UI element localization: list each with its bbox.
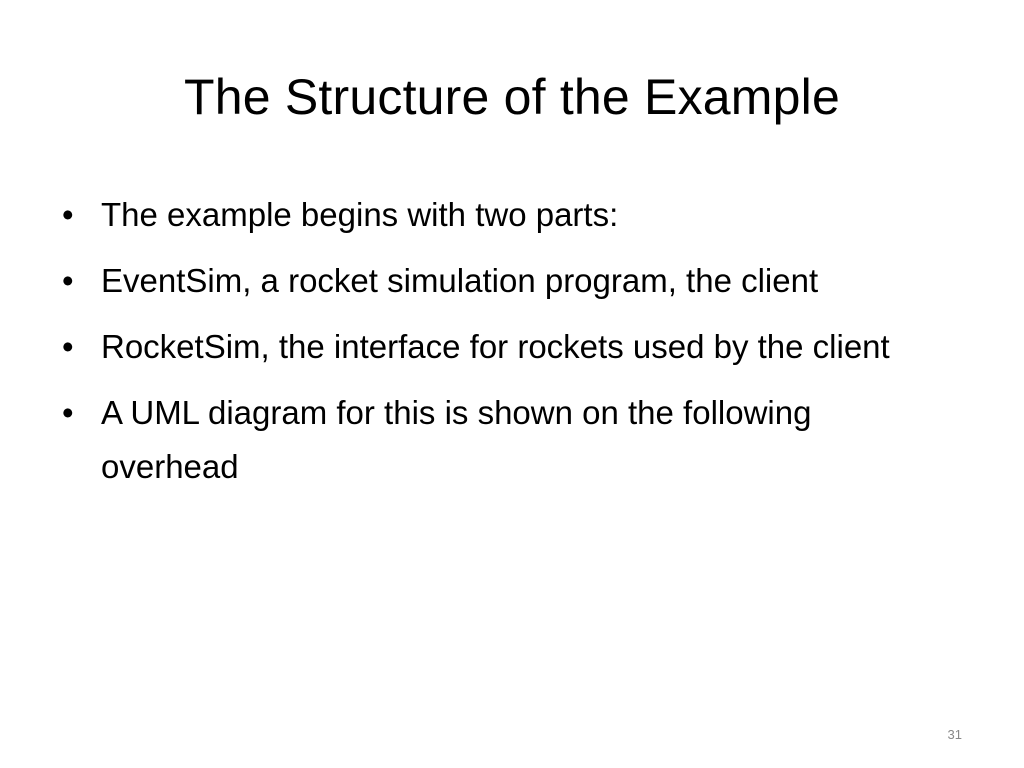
bullet-text: RocketSim, the interface for rockets used by the client <box>101 328 890 365</box>
bullet-item <box>62 386 942 494</box>
slide-number: 31 <box>947 727 962 742</box>
bullet-icon: • <box>62 262 74 299</box>
bullet-list <box>62 188 942 506</box>
slide-title: The Structure of the Example <box>184 69 840 125</box>
bullet-icon: • <box>62 196 74 233</box>
bullet-item <box>62 320 942 374</box>
bullet-text: The example begins with two parts: <box>101 196 619 233</box>
bullet-item <box>62 188 942 242</box>
bullet-icon: • <box>62 328 74 365</box>
bullet-text: EventSim, a rocket simulation program, the client <box>101 262 819 299</box>
bullet-icon: • <box>62 394 74 431</box>
bullet-item <box>62 254 942 308</box>
bullet-text: A UML diagram for this is shown on the following overhead <box>101 394 812 485</box>
